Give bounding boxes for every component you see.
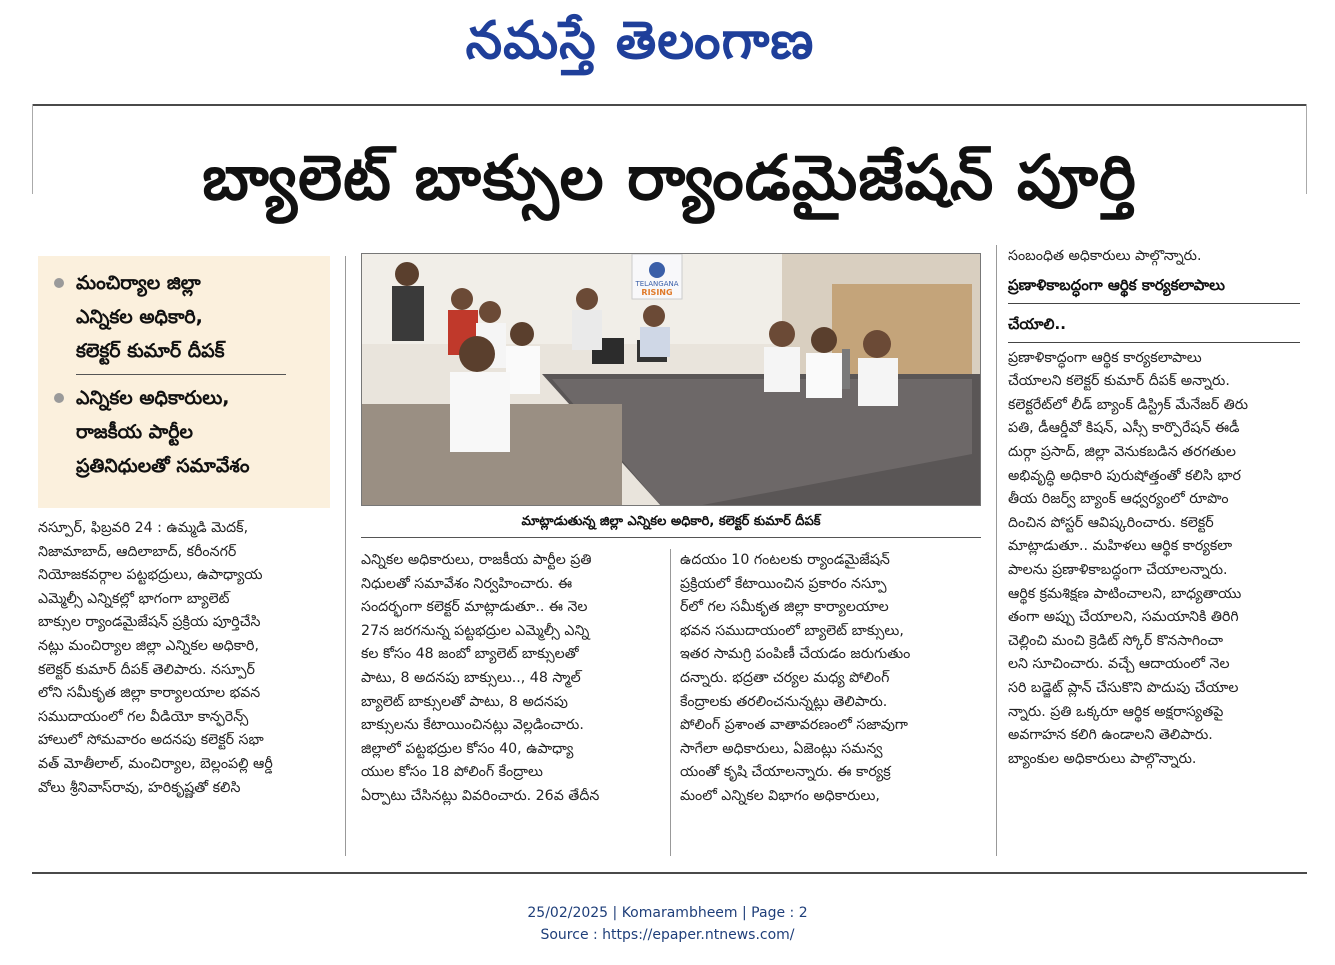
masthead	[380, 6, 900, 76]
footer	[0, 902, 1335, 946]
highlight-item	[52, 266, 320, 368]
article-line: 27న జరగనున్న పట్టభద్రుల ఎమ్మెల్సీ ఎన్ని	[361, 622, 590, 639]
highlight-line: ఎన్నికల అధికారి,	[76, 306, 203, 328]
article-line: దన్నారు. భద్రతా చర్యల మధ్య పోలింగ్	[680, 669, 890, 686]
article-line: సరి బడ్జెట్ ప్లాన్ చేసుకొని పొదుపు చేయాల	[1008, 679, 1239, 696]
article-line: నస్పూర్, ఫిబ్రవరి 24 : ఉమ్మడి మెదక్,	[38, 520, 249, 536]
column-divider	[670, 549, 671, 856]
bullet-icon	[54, 278, 64, 288]
article-line: పాలను ప్రణాళికాబద్ధంగా చేయాలన్నారు.	[1008, 561, 1228, 578]
article-line: లని సూచించారు. వచ్చే ఆదాయంలో నెల	[1008, 656, 1230, 673]
article-line: న్నారు. ప్రతి ఒక్కరూ ఆర్థిక అక్షరాస్యతపై	[1008, 703, 1224, 720]
article-line: బ్యాంకుల అధికారులు పాల్గొన్నారు.	[1008, 750, 1197, 767]
bottom-rule	[32, 872, 1307, 874]
article-line: కల కోసం 48 జంబో బ్యాలెట్ బాక్సులతో	[361, 646, 579, 663]
article-line: ప్రక్రియలో కేటాయించిన ప్రకారం నస్పూ	[680, 575, 887, 592]
article-line: యుల కోసం 18 పోలింగ్ కేంద్రాలు	[361, 764, 543, 781]
article-line: ఇతర సామగ్రి పంపిణీ చేయడం జరుగుతుం	[680, 646, 911, 663]
news-photo	[361, 253, 981, 506]
article-line: సందర్భంగా కలెక్టర్ మాట్లాడుతూ.. ఈ నెల	[361, 599, 588, 616]
article-line: నట్లు మంచిర్యాల జిల్లా ఎన్నికల అధికారి,	[38, 637, 259, 654]
article-line: సాగేలా అధికారులు, ఏజెంట్లు సమన్వ	[680, 740, 883, 757]
subheading: ప్రణాళికాబద్ధంగా ఆర్థిక కార్యకలాపాలు	[1008, 275, 1225, 294]
article-line: ప్రణాళికాద్ధంగా ఆర్థిక కార్యకలాపాలు	[1008, 349, 1202, 366]
banner-top-text: TELANGANA	[635, 280, 679, 288]
article-column-4	[1008, 245, 1308, 771]
article-line: భవన సముదాయంలో బ్యాలెట్ బాక్సులు,	[680, 622, 904, 639]
footer-source-link[interactable]: Source : https://epaper.ntnews.com/	[540, 927, 795, 943]
article-line: వోలు శ్రీనివాస్‌రావు, హరికృష్ణతో కలిసి	[38, 779, 241, 796]
article-line: హాలులో సోమవారం అదనపు కలెక్టర్ సభా	[38, 732, 264, 749]
article-line: దించిన పోస్టర్ ఆవిష్కరించారు. కలెక్టర్	[1008, 514, 1214, 531]
article-line: బాక్సుల ర్యాండమైజేషన్ ప్రక్రియ పూర్తిచేసి	[38, 614, 261, 631]
article-line: ఎమ్మెల్సీ ఎన్నికల్లో భాగంగా బ్యాలెట్	[38, 590, 230, 607]
article-line: ఏర్పాటు చేసినట్లు వివరించారు. 26వ తేదీన	[361, 787, 600, 804]
bullet-icon	[54, 393, 64, 403]
article-line: పాటు, 8 అదనపు బాక్సులు.., 48 స్మాల్	[361, 669, 581, 686]
highlight-line: ఎన్నికల అధికారులు,	[76, 387, 230, 409]
highlight-divider	[76, 374, 286, 375]
article-column-3	[680, 549, 980, 809]
top-rule	[32, 104, 1307, 106]
article-line: ఆర్థిక క్రమశిక్షణ పాటించాలని, బాధ్యతాయు	[1008, 585, 1242, 602]
article-line: వత్ మోతీలాల్, మంచిర్యాల, బెల్లంపల్లి ఆర్డీ	[38, 755, 273, 772]
highlight-line: కలెక్టర్ కుమార్ దీపక్	[76, 340, 225, 362]
article-line: సముదాయంలో గల వీడియో కాన్ఫరెన్స్	[38, 708, 249, 725]
footer-edition-line: 25/02/2025 | Komarambheem | Page : 2	[527, 905, 808, 921]
subheading-divider	[1008, 303, 1300, 304]
article-line: నిజామాబాద్, ఆదిలాబాద్, కరీంనగర్	[38, 543, 237, 560]
article-line: మాట్లాడుతూ.. మహిళలు ఆర్థిక కార్యకలా	[1008, 538, 1233, 555]
banner-bottom-text: RISING	[641, 288, 673, 297]
meeting-photo-illustration	[362, 254, 981, 506]
article-line: బ్యాలెట్ బాక్సులతో పాటు, 8 అదనపు	[361, 693, 568, 710]
masthead-title: నమస్తే తెలంగాణ	[465, 10, 815, 71]
article-line: అవగాహన కలిగి ఉండాలని తెలిపారు.	[1008, 727, 1213, 744]
highlight-item	[52, 381, 320, 483]
column-divider	[345, 256, 346, 856]
article-line: ఉదయం 10 గంటలకు ర్యాండమైజేషన్	[680, 552, 890, 568]
article-line: మంలో ఎన్నికల విభాగం అధికారులు,	[680, 787, 880, 804]
highlight-line: ప్రతినిధులతో సమావేశం	[76, 455, 250, 477]
article-line: కలెక్టర్ కుమార్ దీపక్ తెలిపారు. నస్పూర్	[38, 661, 255, 678]
photo-caption	[361, 508, 981, 538]
article-line: ర్‌లో గల సమీకృత జిల్లా కార్యాలయాల	[680, 599, 889, 616]
article-line: తీయ రిజర్వ్ బ్యాంక్ ఆధ్వర్యంలో రూపొం	[1008, 491, 1229, 508]
article-line: యంతో కృషి చేయాలన్నారు. ఈ కార్యక్ర	[680, 764, 891, 781]
article-line: అభివృద్ధి అధికారి పురుషోత్తంతో కలిసి భార	[1008, 467, 1241, 484]
article-line: ఎన్నికల అధికారులు, రాజకీయ పార్టీల ప్రతి	[361, 552, 592, 568]
article-line: బాక్సులను కేటాయించినట్లు వెల్లడించారు.	[361, 717, 584, 734]
article-line: నిధులతో సమావేశం నిర్వహించారు. ఈ	[361, 575, 573, 592]
article-line: దుర్గా ప్రసాద్, జిల్లా వెనుకబడిన తరగతుల	[1008, 443, 1236, 460]
article-column-2	[361, 549, 661, 809]
highlights-box	[38, 256, 330, 508]
article-line: కేంద్రాలకు తరలించనున్నట్లు తెలిపారు.	[680, 693, 888, 710]
highlight-line: మంచిర్యాల జిల్లా	[76, 272, 201, 294]
subheading-divider	[1008, 342, 1300, 343]
article-line: సంబంధిత అధికారులు పాల్గొన్నారు.	[1008, 248, 1202, 264]
article-line: పోలింగ్ ప్రశాంత వాతావరణంలో సజావుగా	[680, 717, 908, 734]
headline-text: బ్యాలెట్ బాక్సుల ర్యాండమైజేషన్ పూర్తి	[202, 140, 1137, 214]
article-line: తంగా అప్పు చేయాలని, సమయానికి తిరిగి	[1008, 609, 1239, 626]
column-divider	[996, 245, 997, 856]
article-line: లోని సమీకృత జిల్లా కార్యాలయాల భవన	[38, 685, 261, 702]
article-line: చెల్లించి మంచి క్రెడిట్ స్కోర్ కొనసాగించా	[1008, 632, 1224, 649]
headline	[32, 118, 1307, 238]
article-line: చేయాలని కలెక్టర్ కుమార్ దీపక్ అన్నారు.	[1008, 373, 1230, 390]
article-line: నియోజకవర్గాల పట్టభద్రులు, ఉపాధ్యాయ	[38, 567, 263, 584]
article-line: జిల్లాలో పట్టభద్రుల కోసం 40, ఉపాధ్యా	[361, 740, 574, 757]
subheading: చేయాలి..	[1008, 314, 1066, 333]
article-line: కలెక్టరేట్‌లో లీడ్ బ్యాంక్ డిస్ట్రిక్ మేనేజర్ తిరు	[1008, 396, 1249, 413]
highlight-line: రాజకీయ పార్టీల	[76, 421, 193, 443]
article-line: పతి, డీఆర్డీవో కిషన్, ఎస్సీ కార్పొరేషన్ ఈడీ	[1008, 420, 1240, 437]
article-column-1	[38, 517, 334, 800]
photo-caption-text: మాట్లాడుతున్న జిల్లా ఎన్నికల అధికారి, కలెక్టర్ కుమార్ దీపక్	[521, 513, 821, 529]
